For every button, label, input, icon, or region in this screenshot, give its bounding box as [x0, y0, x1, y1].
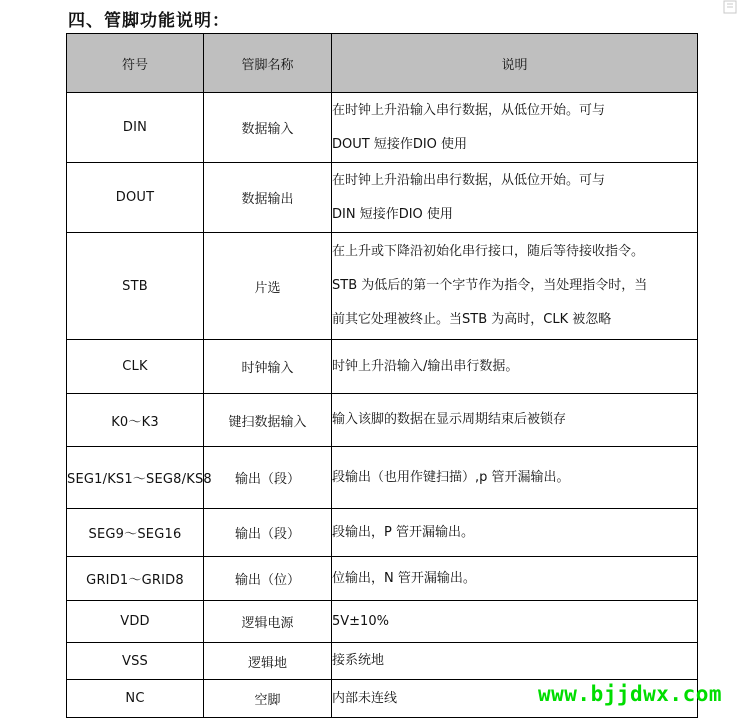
description-line: 时钟上升沿输入/输出串行数据。 — [332, 358, 519, 374]
description-line: DOUT 短接作DIO 使用 — [332, 136, 468, 152]
pin-symbol: K0～K3 — [67, 394, 204, 447]
pin-name: 时钟输入 — [204, 340, 332, 394]
pin-symbol: DIN — [67, 93, 204, 163]
pin-description — [332, 557, 698, 601]
description-line: 段输出（也用作键扫描）,p 管开漏输出。 — [332, 469, 570, 485]
pin-function-table — [66, 33, 698, 718]
pin-description — [332, 447, 698, 509]
table-row — [67, 509, 698, 557]
pin-name: 键扫数据输入 — [204, 394, 332, 447]
pin-description — [332, 394, 698, 447]
pin-symbol: SEG9～SEG16 — [67, 509, 204, 557]
pin-symbol: VDD — [67, 601, 204, 643]
description-line: 内部未连线 — [332, 690, 398, 706]
description-line: DIN 短接作DIO 使用 — [332, 206, 453, 222]
pin-name: 空脚 — [204, 680, 332, 718]
pin-name: 输出（段） — [204, 509, 332, 557]
description-line: 在时钟上升沿输入串行数据，从低位开始。可与 — [332, 102, 606, 118]
pin-name: 数据输出 — [204, 163, 332, 233]
pin-symbol: VSS — [67, 643, 204, 680]
pin-symbol: NC — [67, 680, 204, 718]
description-line: 在时钟上升沿输出串行数据，从低位开始。可与 — [332, 172, 606, 188]
pin-symbol: CLK — [67, 340, 204, 394]
pin-name: 片选 — [204, 233, 332, 340]
description-line: 位输出，N 管开漏输出。 — [332, 570, 476, 586]
pin-name: 输出（位） — [204, 557, 332, 601]
pin-description — [332, 163, 698, 233]
description-line: 5V±10% — [332, 613, 389, 629]
description-line: 在上升或下降沿初始化串行接口，随后等待接收指令。 — [332, 244, 645, 259]
description-line: 接系统地 — [332, 653, 385, 668]
watermark: www.bjjdwx.com — [538, 682, 723, 706]
pin-symbol: DOUT — [67, 163, 204, 233]
description-line: 前其它处理被终止。当STB 为高时，CLK 被忽略 — [332, 312, 612, 327]
description-line: 输入该脚的数据在显示周期结束后被锁存 — [332, 412, 567, 427]
pin-description — [332, 643, 698, 680]
table-row — [67, 163, 698, 233]
document-corner-icon — [722, 0, 738, 14]
header-description: 说明 — [332, 34, 698, 93]
table-row — [67, 557, 698, 601]
table-row — [67, 601, 698, 643]
pin-symbol: SEG1/KS1～SEG8/KS8 — [67, 447, 204, 509]
header-pin-name: 管脚名称 — [204, 34, 332, 93]
pin-description — [332, 233, 698, 340]
pin-description — [332, 509, 698, 557]
pin-name: 逻辑电源 — [204, 601, 332, 643]
header-symbol: 符号 — [67, 34, 204, 93]
table-row — [67, 340, 698, 394]
pin-description — [332, 93, 698, 163]
pin-name: 逻辑地 — [204, 643, 332, 680]
pin-symbol: STB — [67, 233, 204, 340]
pin-description — [332, 601, 698, 643]
table-row — [67, 233, 698, 340]
table-header-row — [67, 34, 698, 93]
pin-name: 数据输入 — [204, 93, 332, 163]
table-row — [67, 643, 698, 680]
description-line: STB 为低后的第一个字节作为指令，当处理指令时，当 — [332, 278, 648, 293]
description-line: 段输出，P 管开漏输出。 — [332, 524, 474, 540]
page-heading: 四、管脚功能说明： — [68, 11, 230, 31]
table-row — [67, 93, 698, 163]
pin-description — [332, 340, 698, 394]
table-row — [67, 447, 698, 509]
pin-symbol: GRID1～GRID8 — [67, 557, 204, 601]
pin-name: 输出（段） — [204, 447, 332, 509]
table-row — [67, 394, 698, 447]
